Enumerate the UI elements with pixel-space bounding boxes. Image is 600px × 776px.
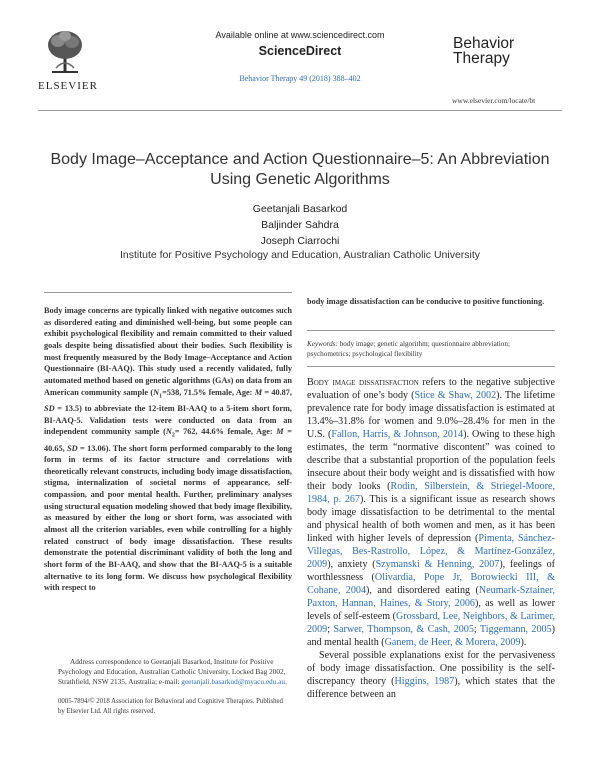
- reference-link[interactable]: Olivardia, Pope Jr, Borowiecki III, & Cohane, 2004: [307, 572, 555, 596]
- author-name: Baljinder Sahdra: [261, 219, 339, 231]
- body-text: [307, 376, 555, 701]
- reference-link[interactable]: Higgins, 1987: [394, 676, 455, 687]
- abstract-continued: body image dissatisfaction can be conducive to positive functioning.: [307, 297, 545, 306]
- author-email-link[interactable]: geetanjali.basarkod@myacu.edu.au: [181, 676, 286, 686]
- reference-link[interactable]: Grossbard, Lee, Neighbors, & Larimer, 2009: [307, 611, 556, 635]
- reference-link[interactable]: Neumark-Sztainer, Paxton, Hannan, Haines, & Story, 2006: [307, 585, 555, 609]
- platform-name: ScienceDirect: [258, 44, 342, 58]
- citation-line[interactable]: Behavior Therapy 49 (2018) 388–402: [239, 74, 361, 83]
- journal-title-line1: Behavior: [453, 35, 515, 52]
- keywords-list: body image; genetic algorithm; questionnaire abbreviation; psychometrics; psychological flexibility: [307, 340, 510, 358]
- keywords-divider: [307, 330, 555, 331]
- reference-link[interactable]: Rodin, Silberstein, & Striegel-Moore, 1984, p. 267: [307, 481, 555, 505]
- reference-link[interactable]: Sarwer, Thompson, & Cash, 2005: [333, 624, 474, 635]
- abstract: Body image concerns are typically linked with negative outcomes such as disordered eating and diminished well-being, but some people can exhibit psychological flexibility and remain committed to their valued goals despite being dissatisfied about their bodies. Such flexibility is most frequently measured by the Body Image–Acceptance and Action Questionnaire (BI-AAQ). This study used a recently validated, fully automated method based on genetic algorithms (GAs) on data from an American community sample ($N_1=538$, 71.5% female, Age: M = 40.87, SD = 13.5) to abbreviate the 12-item BI-AAQ to a 5-item short form, BI-AAQ-5. Validation tests were conducted on data from an independent community sample ($N_2= 762$, 44.6% female, Age: M = 40.65, SD = 13.06). The short form performed comparably to the long form in terms of its factor structure and correlations with theoretically relevant constructs, including body image dissatisfaction, stigma, internalization of societal norms of appearance, self-compassion, and poor mental health. Further, preliminary analyses using structural equation modeling showed that body image flexibility, as measured by either the long or short form, was associated with almost all the criterion variables, even while controlling for a highly related construct of body image dissatisfaction. These results demonstrate the potential discriminant validity of both the long and short form of the BI-AAQ, and show that the BI-AAQ-5 is a suitable alternative to its long form. We discuss how psychological flexibility with respect to: [44, 306, 293, 593]
- reference-link[interactable]: Szymanski & Henning, 2007: [375, 559, 500, 570]
- journal-title: [453, 36, 563, 66]
- publisher-wordmark: ELSEVIER: [38, 80, 98, 92]
- affiliation: Institute for Positive Psychology and Education, Australian Catholic University: [119, 249, 481, 261]
- correspondence-footnote: Address correspondence to Geetanjali Basarkod, Institute for Positive Psychology and Education, Australian Catholic University, Locked Bag 2002, Strathfield, NSW 2135, Australia; e-mail: geetanjali.basarkod@myacu.edu.au.: [58, 657, 287, 686]
- journal-url[interactable]: www.elsevier.com/locate/bt: [452, 96, 536, 105]
- reference-link[interactable]: Ganem, de Heer, & Morera, 2009: [384, 637, 521, 648]
- reference-link[interactable]: Pimenta, Sánchez-Villegas, Bes-Rastrollo, López, & Martínez-González, 2009: [307, 533, 555, 570]
- author-name: Geetanjali Basarkod: [252, 203, 348, 215]
- paragraph: Several possible explanations exist for the pervasiveness of body image dissatisfaction. One possibility is the self-discrepancy theory (Higgins, 1987), which states that the difference between an: [307, 650, 556, 700]
- author-name: Joseph Ciarrochi: [260, 235, 340, 247]
- article-title: Body Image–Acceptance and Action Questionnaire–5: An Abbreviation Using Genetic Algorithms: [50, 151, 550, 188]
- keywords: [307, 340, 555, 360]
- reference-link[interactable]: Fallon, Harris, & Johnson, 2014: [331, 429, 464, 440]
- reference-link[interactable]: Tiggemann, 2005: [479, 624, 552, 635]
- journal-title-line2: Therapy: [453, 50, 510, 67]
- keywords-divider: [307, 366, 555, 367]
- abstract-divider: [44, 292, 292, 293]
- header-divider: [38, 110, 562, 111]
- paragraph: Body image dissatisfaction refers to the negative subjective evaluation of one’s body (Stice & Shaw, 2002). The lifetime prevalence rate for body image dissatisfaction is estimated at 13.4%–31.8% for women and 9.0%–28.4% for men in the U.S. (Fallon, Harris, & Johnson, 2014). Owing to these high estimates, the term “normative discontent” was coined to describe that a substantial proportion of the population feels insecure about their body weight and is dissatisfied with how their body looks (Rodin, Silberstein, & Striegel-Moore, 1984, p. 267). This is a significant issue as research shows body image dissatisfaction to be detrimental to the mental and physical health of both women and men, as it has been linked with higher levels of depression (Pimenta, Sánchez-Villegas, Bes-Rastrollo, López, & Martínez-González, 2009), anxiety (Szymanski & Henning, 2007), feelings of worthlessness (Olivardia, Pope Jr, Borowiecki III, & Cohane, 2004), and disordered eating (Neumark-Sztainer, Paxton, Hannan, Haines, & Story, 2006), as well as lower levels of self-esteem (Grossbard, Lee, Neighbors, & Larimer, 2009; Sarwer, Thompson, & Cash, 2005; Tiggemann, 2005) and mental health (Ganem, de Heer, & Morera, 2009).: [307, 377, 556, 648]
- reference-link[interactable]: Stice & Shaw, 2002: [414, 390, 497, 401]
- keywords-label: Keywords:: [307, 340, 338, 348]
- available-online-note: Available online at www.sciencedirect.com: [215, 30, 385, 40]
- copyright-notice: 0005-7894/© 2018 Association for Behavioral and Cognitive Therapies. Published by Elsevier Ltd. All rights reserved.: [58, 698, 283, 715]
